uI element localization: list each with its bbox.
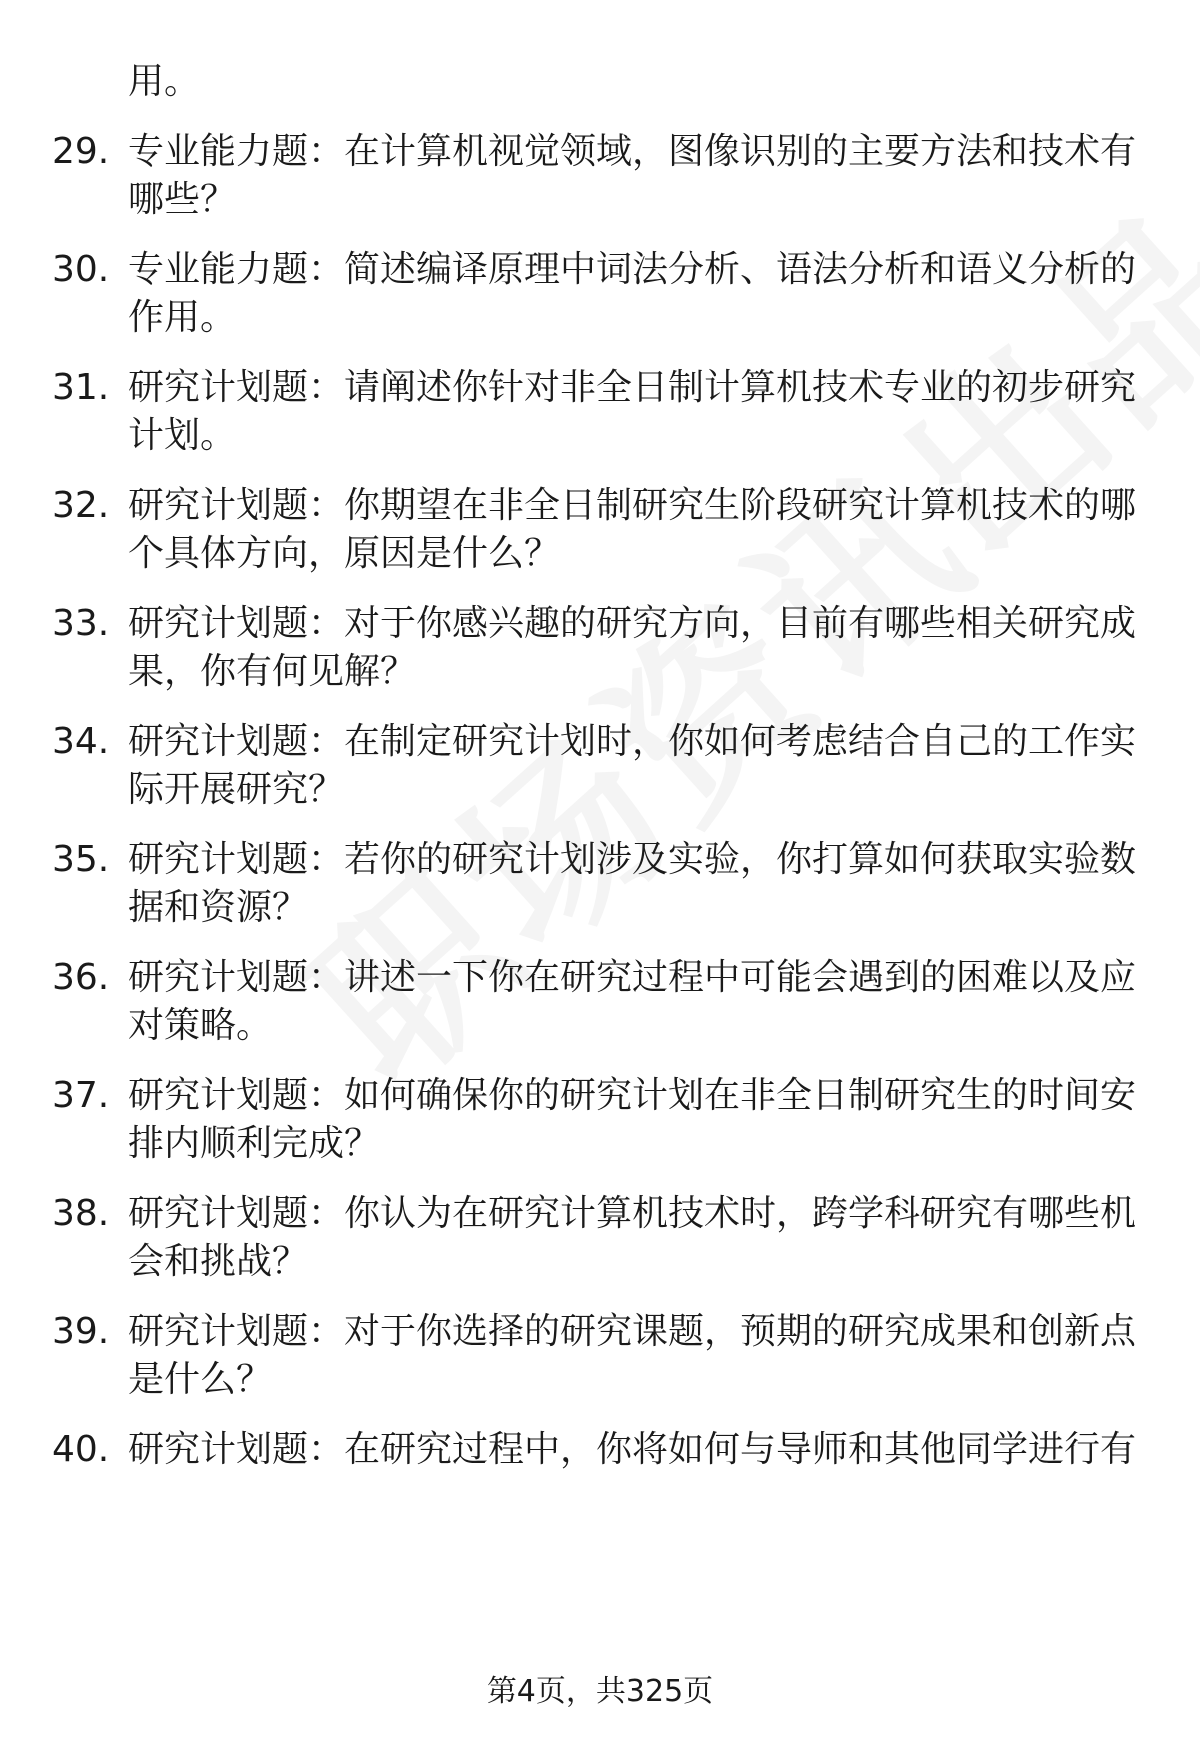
question-number: 38. bbox=[52, 1193, 110, 1234]
question-number: 35. bbox=[52, 839, 110, 880]
question-text: 研究计划题：若你的研究计划涉及实验，你打算如何获取实验数据和资源？ bbox=[128, 839, 1137, 928]
question-number: 32. bbox=[52, 485, 110, 526]
question-item bbox=[52, 1190, 1142, 1286]
question-text: 研究计划题：讲述一下你在研究过程中可能会遇到的困难以及应对策略。 bbox=[128, 957, 1137, 1046]
question-number: 37. bbox=[52, 1075, 110, 1116]
question-text: 研究计划题：在研究过程中，你将如何与导师和其他同学进行有 bbox=[128, 1429, 1137, 1470]
question-item bbox=[52, 246, 1142, 342]
question-item bbox=[52, 128, 1142, 224]
question-number: 31. bbox=[52, 367, 110, 408]
question-number: 36. bbox=[52, 957, 110, 998]
question-text: 研究计划题：在制定研究计划时，你如何考虑结合自己的工作实际开展研究？ bbox=[128, 721, 1137, 810]
question-item bbox=[52, 600, 1142, 696]
question-text: 研究计划题：请阐述你针对非全日制计算机技术专业的初步研究计划。 bbox=[128, 367, 1137, 456]
question-item bbox=[52, 364, 1142, 460]
question-text: 专业能力题：简述编译原理中词法分析、语法分析和语义分析的作用。 bbox=[128, 249, 1137, 338]
question-item bbox=[52, 836, 1142, 932]
question-item bbox=[52, 718, 1142, 814]
question-item bbox=[52, 954, 1142, 1050]
question-number: 30. bbox=[52, 249, 110, 290]
question-item bbox=[52, 1072, 1142, 1168]
question-number: 40. bbox=[52, 1429, 110, 1470]
question-text: 研究计划题：你认为在研究计算机技术时，跨学科研究有哪些机会和挑战？ bbox=[128, 1193, 1137, 1282]
question-text: 专业能力题：在计算机视觉领域，图像识别的主要方法和技术有哪些？ bbox=[128, 131, 1137, 220]
question-item bbox=[52, 482, 1142, 578]
page-footer: 第4页，共325页 bbox=[486, 1674, 714, 1709]
question-number: 34. bbox=[52, 721, 110, 762]
question-number: 39. bbox=[52, 1311, 110, 1352]
question-text: 研究计划题：如何确保你的研究计划在非全日制研究生的时间安排内顺利完成？ bbox=[128, 1075, 1137, 1164]
question-number: 33. bbox=[52, 603, 110, 644]
question-item bbox=[52, 1426, 1142, 1474]
question-number: 29. bbox=[52, 131, 110, 172]
question-text: 研究计划题：对于你选择的研究课题，预期的研究成果和创新点是什么？ bbox=[128, 1311, 1137, 1400]
question-text: 研究计划题：对于你感兴趣的研究方向，目前有哪些相关研究成果，你有何见解？ bbox=[128, 603, 1137, 692]
question-text: 研究计划题：你期望在非全日制研究生阶段研究计算机技术的哪个具体方向，原因是什么？ bbox=[128, 485, 1137, 574]
question-item bbox=[52, 1308, 1142, 1404]
continuation-text: 用。 bbox=[128, 61, 201, 102]
